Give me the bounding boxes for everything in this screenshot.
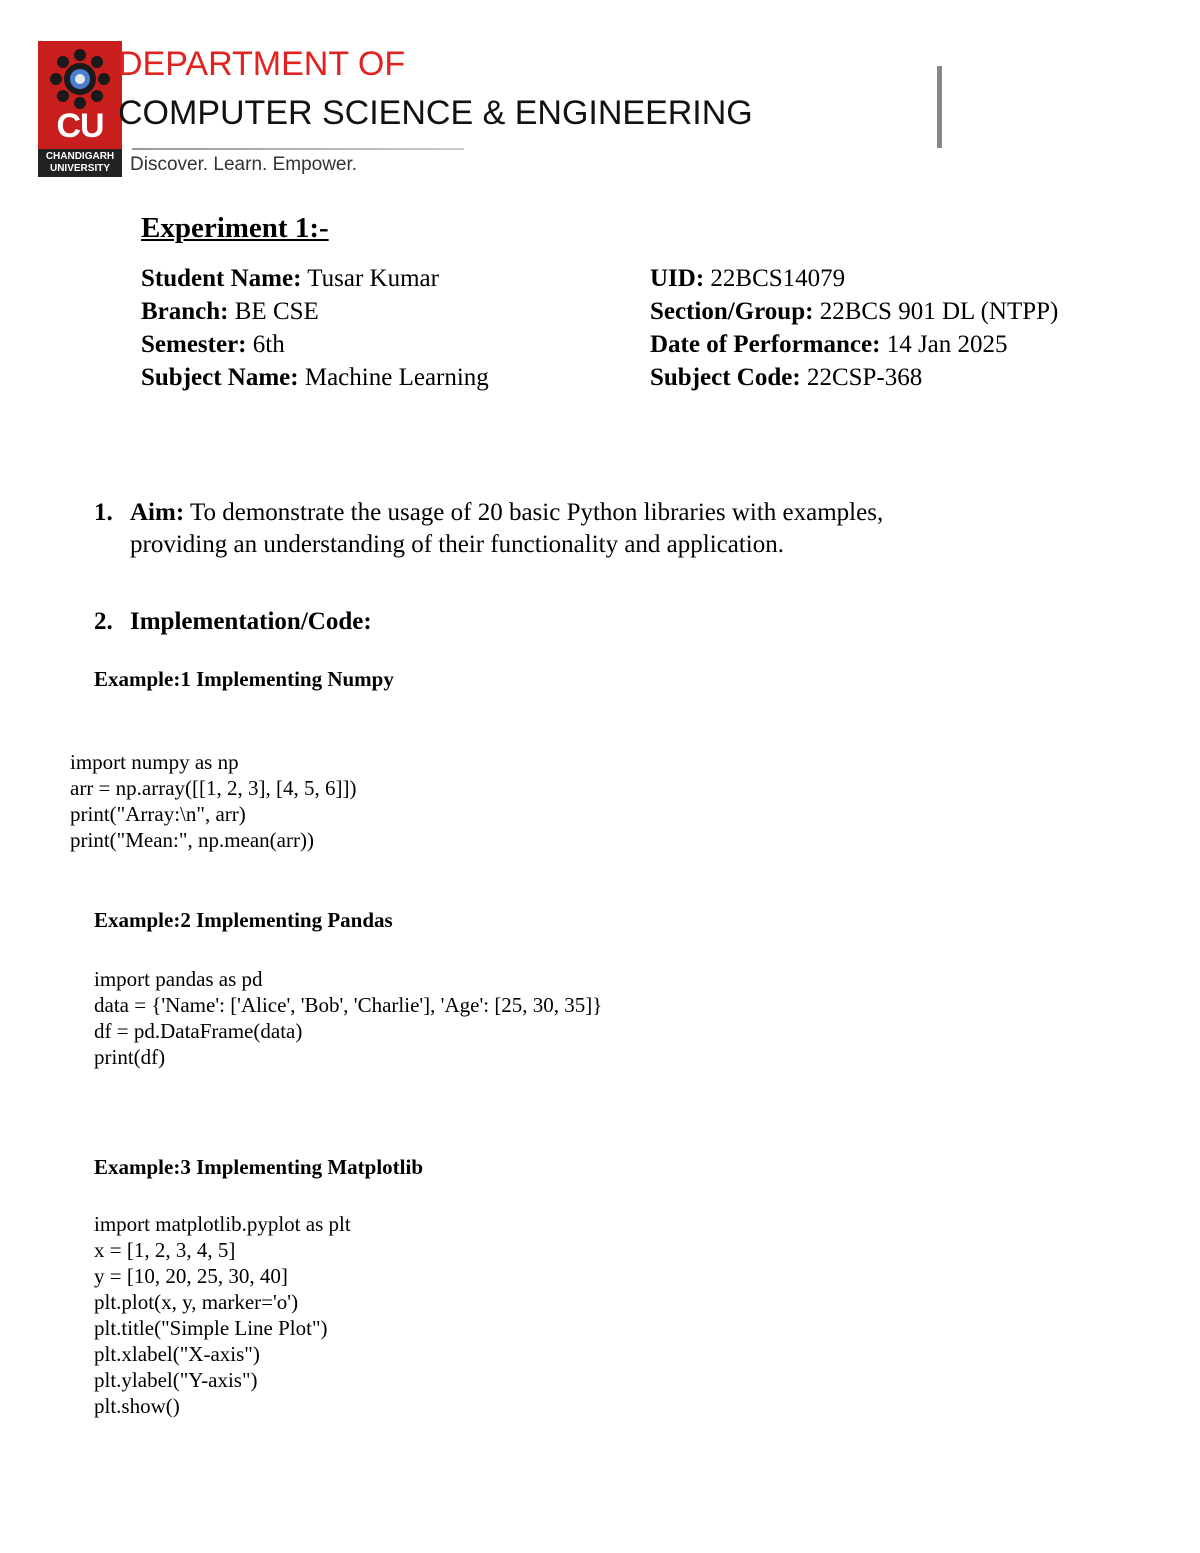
impl-number: 2. — [94, 608, 113, 635]
info-date-of-performance — [650, 328, 1058, 361]
student-info-left — [141, 262, 489, 394]
info-label: Student Name: — [141, 265, 302, 292]
info-label: Branch: — [141, 298, 229, 325]
info-label: UID: — [650, 265, 705, 292]
info-section-group — [650, 295, 1058, 328]
info-semester — [141, 328, 489, 361]
aim-text: To demonstrate the usage of 20 basic Python libraries with examples, — [189, 499, 884, 526]
student-info-right — [650, 262, 1058, 394]
code-block: import numpy as np arr = np.array([[1, 2, 3], [4, 5, 6]]) print("Array:\n", arr) print("Mean:", np.mean(arr)) — [70, 750, 357, 852]
info-value: Tusar Kumar — [307, 265, 439, 292]
aim-section — [94, 497, 1030, 561]
experiment-title: Experiment 1:- — [141, 212, 329, 244]
info-branch — [141, 295, 489, 328]
aim-line1 — [130, 497, 1030, 529]
info-value: BE CSE — [234, 298, 319, 325]
info-value: Machine Learning — [304, 364, 489, 391]
gear-emblem-icon — [48, 47, 112, 111]
info-value: 14 Jan 2025 — [886, 331, 1008, 358]
info-label: Section/Group: — [650, 298, 814, 325]
info-uid — [650, 262, 1058, 295]
info-subject-code — [650, 361, 1058, 394]
impl-label: Implementation/Code: — [130, 608, 372, 635]
info-value: 22BCS 901 DL (NTPP) — [819, 298, 1059, 325]
info-value: 22CSP-368 — [806, 364, 923, 391]
info-label: Date of Performance: — [650, 331, 881, 358]
implementation-heading — [94, 606, 372, 638]
aim-label: Aim: — [130, 499, 185, 526]
info-subject-name — [141, 361, 489, 394]
logo-cu-text: CU — [56, 107, 104, 145]
info-label: Semester: — [141, 331, 247, 358]
logo-university-text: CHANDIGARH UNIVERSITY — [38, 149, 122, 177]
university-logo — [38, 41, 122, 177]
example-heading: Example:1 Implementing Numpy — [94, 667, 394, 691]
aim-number: 1. — [94, 499, 113, 526]
code-block: import pandas as pd data = {'Name': ['Alice', 'Bob', 'Charlie'], 'Age': [25, 30, 35]} df = pd.DataFrame(data) print(df) — [94, 967, 603, 1069]
example-heading: Example:3 Implementing Matplotlib — [94, 1155, 423, 1179]
header-vertical-bar — [937, 66, 942, 148]
department-title-line2: COMPUTER SCIENCE & ENGINEERING — [118, 94, 753, 132]
example-heading: Example:2 Implementing Pandas — [94, 908, 393, 932]
info-student-name — [141, 262, 489, 295]
info-value: 6th — [252, 331, 285, 358]
tagline: Discover. Learn. Empower. — [130, 154, 358, 175]
info-label: Subject Name: — [141, 364, 299, 391]
header-divider — [132, 148, 464, 150]
info-label: Subject Code: — [650, 364, 801, 391]
info-value: 22BCS14079 — [710, 265, 846, 292]
code-block: import matplotlib.pyplot as plt x = [1, 2, 3, 4, 5] y = [10, 20, 25, 30, 40] plt.plot(x, y, marker='o') plt.title("Simple Line Plot") plt.xlabel("X-axis") plt.ylabel("Y-axis") plt.show() — [94, 1212, 351, 1418]
aim-line2: providing an understanding of their functionality and application. — [130, 531, 785, 558]
department-title-line1: DEPARTMENT OF — [118, 45, 406, 83]
